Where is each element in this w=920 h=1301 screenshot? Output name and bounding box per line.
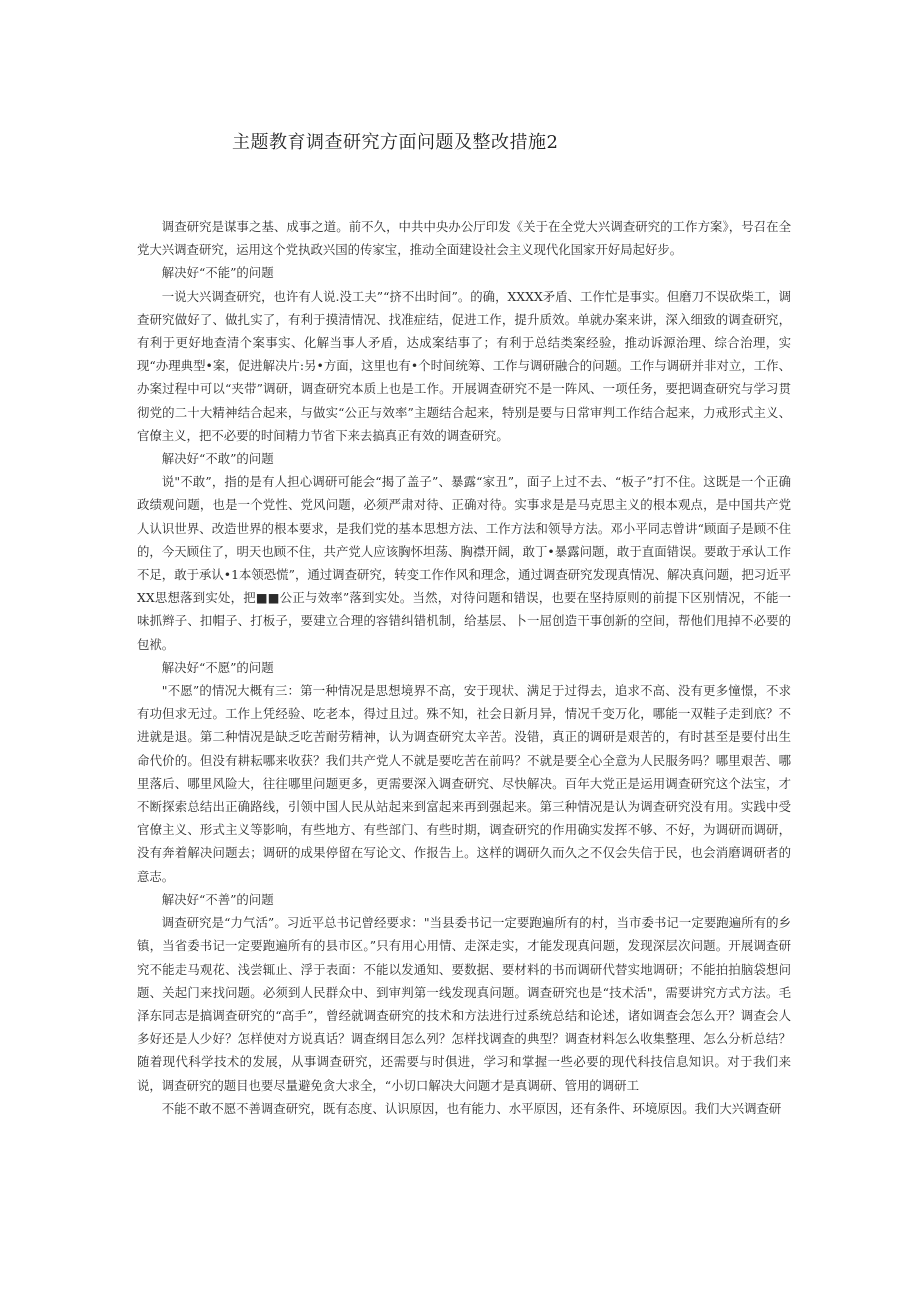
section-heading-dare-not: 解决好“不敢”的问题 (161, 451, 274, 467)
section-heading-cannot: 解决好“不能”的问题 (161, 265, 274, 281)
paragraph-cannot: 一说大兴调查研究，也许有人说.没工夫”“挤不出时间”。的确，XXXX矛盾、工作忙是事实。但磨刀不误砍柴工，调查研究做好了、做扎实了，有利于摸清情况、找准症结，促进工作，提升质效。单就办案来讲，深入细致的调查研究，有利于更好地查清个案事实、化解当事人矛盾，达成案结事了；有利于总结类案经验，推动诉源治理、综合治理，实现“办理典型•案，促进解决片:另•方面，这里也有•个时间统筹、工作与调研融合的问题。工作与调研并非对立，工作、办案过程中可以“夹带”调研，调查研究本质上也是工作。开展调查研究不是一阵风、一项任务，要把调查研究与学习贯彻党的二十大精神结合起来，与做实“公正与效率”主题结合起来，特别是要与日常审判工作结合起来，力戒形式主义、官僚主义，把不必要的时间精力节省下来去搞真正有效的调查研究。 (137, 288, 791, 443)
paragraph-dare-not: 说"不敢”，指的是有人担心调研可能会“揭了盖子”、暴露“家丑”，面子上过不去、“板子”打不住。这既是一个正确政绩观问题，也是一个党性、党风问题，必须严肃对待、正确对待。实事求是是马克思主义的根本观点，是中国共产党人认识世界、改造世界的根本要求，是我们党的基本思想方法、工作方法和领导方法。邓小平同志曾讲“顾面子是顾不住的，今天顾住了，明天也顾不住，共产党人应该胸怀坦荡、胸襟开阔，敢丁•暴露问题，敢于直面错误。要敢于承认工作不足，敢于承认•1本领恐慌”，通过调查研究，转变工作作风和理念，通过调查研究发现真情况、解决真问题，把习近平XX思想落到实处，把■■公正与效率”落到实处。当然，对待问题和错误，也要在坚持原则的前提下区别情况，不能一味抓辫子、扣帽子、打板子，要建立合理的容错纠错机制，给基层、卜一屈创造干事创新的空间，帮他们甩掉不必要的包袱。 (137, 474, 791, 652)
paragraph-conclusion: 不能不敢不愿不善调查研究，既有态度、认识原因，也有能力、水平原因，还有条件、环境原因。我们大兴调查研 (161, 1100, 782, 1116)
section-heading-not-good-at: 解决好“不善”的问题 (161, 891, 274, 907)
document-title: 主题教育调查研究方面问题及整改措施2 (232, 132, 559, 153)
paragraph-unwilling: "不愿”的情况大概有三：第一种情况是思想境界不高，安于现状、满足于过得去，追求不高、没有更多憧憬，不求有功但求无过。工作上凭经验、吃老本，得过且过。殊不知，社会日新月异，情况千变万化，哪能一双鞋子走到底？不进就是退。第二种情况是缺乏吃苦耐劳精神，认为调查研究太辛苦。没错，真正的调研是艰苦的，有时甚至是要付出生命代价的。但没有耕耘哪来收获？我们共产党人不就是要吃苦在前吗？不就是要全心全意为人民服务吗？哪里艰苦、哪里落后、哪里风险大，往往哪里问题更多，更需要深入调查研究、尽快解决。百年大党正是运用调查研究这个法宝，才不断探索总结出正确路线，引领中国人民从站起来到富起来再到强起来。第三种情况是认为调查研究没有用。实践中受官僚主义、形式主义等影响，有些地方、有些部门、有些时期，调查研究的作用确实发挥不够、不好，为调研而调研，没有奔着解决问题去；调研的成果停留在写论文、作报告上。这样的调研久而久之不仅会失信于民，也会消磨调研者的意志。 (137, 683, 791, 884)
section-heading-unwilling: 解决好“不愿”的问题 (161, 659, 274, 675)
paragraph-not-good-at: 调查研究是“力气活”。习近平总书记曾经要求："当县委书记一定要跑遍所有的村，当市委书记一定要跑遍所有的乡镇，当省委书记一定要跑遍所有的县市区。”只有用心用情、走深走实，才能发现真问题，发现深层次问题。开展调查研究不能走马观花、浅尝辄止、浮于表面：不能以发通知、要数据、要材料的书而调研代替实地调研；不能拍拍脑袋想问题、关起门来找问题。必须到人民群众中、到审判第一线发现真问题。调查研究也是“技术活"，需要讲究方式方法。毛泽东同志是搞调查研究的“高手”，曾经就调查研究的技术和方法进行过系统总结和论述，诸如调查会怎么开？调查会人多好还是人少好？怎样使对方说真话？调查纲目怎么列？怎样找调查的典型？调查材料怎么收集整理、怎么分析总结？随着现代科学技术的发展，从事调查研究，还需要与时俱进，学习和掌握一些必要的现代科技信息知识。对于我们来说，调查研究的题目也要尽量避免贪大求全，“小切口解决大问题才是真调研、管用的调研工 (137, 915, 791, 1093)
document-body (137, 215, 791, 1120)
intro-paragraph: 调查研究是谋事之基、成事之道。前不久，中共中央办公厅印发《关于在全党大兴调查研究的工作方案》，号召在全党大兴调查研究，运用这个党执政兴国的传家宝，推动全面建设社会主义现代化国家开好局起好步。 (137, 219, 791, 258)
